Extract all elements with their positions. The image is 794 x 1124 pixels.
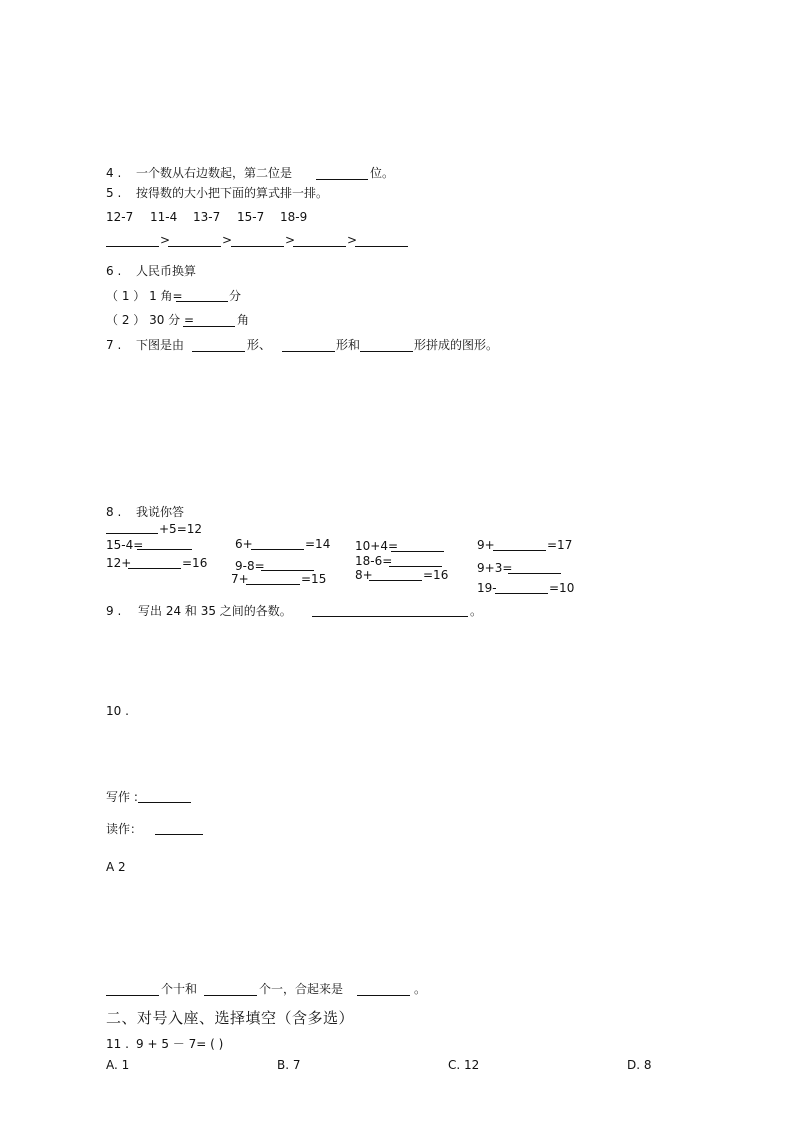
- q11-option-a[interactable]: A. 1: [106, 1058, 130, 1072]
- q5-expr-4: 15-7: [237, 210, 265, 224]
- q4-number: 4 .: [106, 166, 122, 180]
- q8-blank-8[interactable]: [389, 566, 442, 567]
- q10-tens-blank[interactable]: [106, 995, 159, 996]
- q6-number: 6 .: [106, 264, 122, 278]
- q8-eq-9-result: =16: [423, 568, 449, 582]
- q6-part2-text: （ 2 ） 30 分 =: [106, 313, 195, 327]
- q8-eq-7: 10+4=: [355, 539, 399, 553]
- q8-blank-3[interactable]: [128, 568, 181, 569]
- q5-blank-2[interactable]: [168, 246, 221, 247]
- q10-write-blank[interactable]: [138, 802, 191, 803]
- q6-part1-text: （ 1 ） 1 角=: [106, 289, 183, 303]
- q10-end: 。: [414, 982, 427, 996]
- q11-option-b[interactable]: B. 7: [277, 1058, 301, 1072]
- q10-write-label: 写作 :: [106, 790, 138, 804]
- q8-eq-12: 19-: [477, 581, 497, 595]
- q4-suffix: 位。: [370, 166, 395, 180]
- q7-suffix: 形拼成的图形。: [414, 338, 499, 352]
- q7-number: 7 .: [106, 338, 122, 352]
- q8-blank-7[interactable]: [391, 551, 444, 552]
- q5-expr-3: 13-7: [193, 210, 221, 224]
- q4-text: 一个数从右边数起，第二位是: [136, 166, 293, 180]
- q10-read-blank[interactable]: [155, 834, 203, 835]
- q5-gt-2: >: [222, 233, 233, 247]
- q8-blank-12[interactable]: [495, 593, 548, 594]
- q10-ones-text: 个一，合起来是: [259, 982, 344, 996]
- q8-eq-1: +5=12: [159, 522, 203, 536]
- q9-text: 写出 24 和 35 之间的各数。: [138, 604, 292, 618]
- q8-blank-5[interactable]: [261, 570, 314, 571]
- q9-blank[interactable]: [312, 616, 468, 617]
- q8-eq-4: 6+: [235, 537, 253, 551]
- q8-blank-11[interactable]: [508, 573, 561, 574]
- q8-blank-6[interactable]: [246, 584, 300, 585]
- q8-blank-10[interactable]: [493, 550, 546, 551]
- q11-expression: 9 + 5 － 7= ( ): [136, 1037, 224, 1051]
- q8-eq-3-result: =16: [182, 556, 208, 570]
- q5-gt-4: >: [347, 233, 358, 247]
- q9-end: 。: [470, 604, 483, 618]
- q7-shape-2: 形和: [336, 338, 361, 352]
- q8-eq-9: 8+: [355, 568, 373, 582]
- q8-eq-6: 7+: [231, 572, 249, 586]
- q7-blank-3[interactable]: [360, 351, 413, 352]
- q8-blank-1[interactable]: [106, 533, 158, 534]
- q8-number: 8 .: [106, 505, 122, 519]
- q6-part1-blank[interactable]: [176, 301, 228, 302]
- q10-number: 10 .: [106, 704, 129, 718]
- section-heading: 二、对号入座、选择填空（含多选）: [106, 1009, 355, 1027]
- q10-ones-blank[interactable]: [204, 995, 257, 996]
- q5-number: 5 .: [106, 186, 122, 200]
- q11-number: 11 .: [106, 1037, 129, 1051]
- q8-eq-12-result: =10: [549, 581, 575, 595]
- q5-gt-1: >: [160, 233, 171, 247]
- q7-text: 下图是由: [136, 338, 185, 352]
- q6-title: 人民币换算: [136, 264, 197, 278]
- q8-eq-11: 9+3=: [477, 561, 513, 575]
- q9-number: 9 .: [106, 604, 122, 618]
- q6-part1-unit: 分: [229, 289, 242, 303]
- q7-blank-1[interactable]: [192, 351, 245, 352]
- q8-eq-2: 15-4=: [106, 538, 144, 552]
- q8-blank-4[interactable]: [251, 549, 304, 550]
- q8-eq-10: 9+: [477, 538, 495, 552]
- q5-expr-1: 12-7: [106, 210, 134, 224]
- q8-eq-3: 12+: [106, 556, 132, 570]
- q5-blank-5[interactable]: [355, 246, 408, 247]
- q8-eq-4-result: =14: [305, 537, 331, 551]
- q5-blank-4[interactable]: [293, 246, 346, 247]
- q8-eq-6-result: =15: [301, 572, 327, 586]
- q8-blank-2[interactable]: [137, 549, 192, 550]
- q11-option-d[interactable]: D. 8: [627, 1058, 652, 1072]
- q8-title: 我说你答: [136, 505, 185, 519]
- q10-read-label: 读作：: [106, 822, 143, 836]
- q10-tens-text: 个十和: [161, 982, 198, 996]
- q10-abacus-label: A 2: [106, 860, 126, 874]
- q5-gt-3: >: [285, 233, 296, 247]
- q11-option-c[interactable]: C. 12: [448, 1058, 480, 1072]
- q5-expr-5: 18-9: [280, 210, 308, 224]
- q5-blank-3[interactable]: [231, 246, 284, 247]
- q8-eq-5: 9-8=: [235, 559, 265, 573]
- q6-part2-unit: 角: [237, 313, 250, 327]
- q10-total-blank[interactable]: [357, 995, 410, 996]
- q7-shape-1: 形、: [247, 338, 272, 352]
- q6-part2-blank[interactable]: [183, 326, 235, 327]
- q8-eq-8: 18-6=: [355, 554, 393, 568]
- q7-blank-2[interactable]: [282, 351, 335, 352]
- q8-blank-9[interactable]: [369, 580, 422, 581]
- q5-text: 按得数的大小把下面的算式排一排。: [136, 186, 329, 200]
- q5-blank-1[interactable]: [106, 246, 159, 247]
- q5-expr-2: 11-4: [150, 210, 178, 224]
- q4-blank[interactable]: [316, 179, 368, 180]
- q8-eq-10-result: =17: [547, 538, 573, 552]
